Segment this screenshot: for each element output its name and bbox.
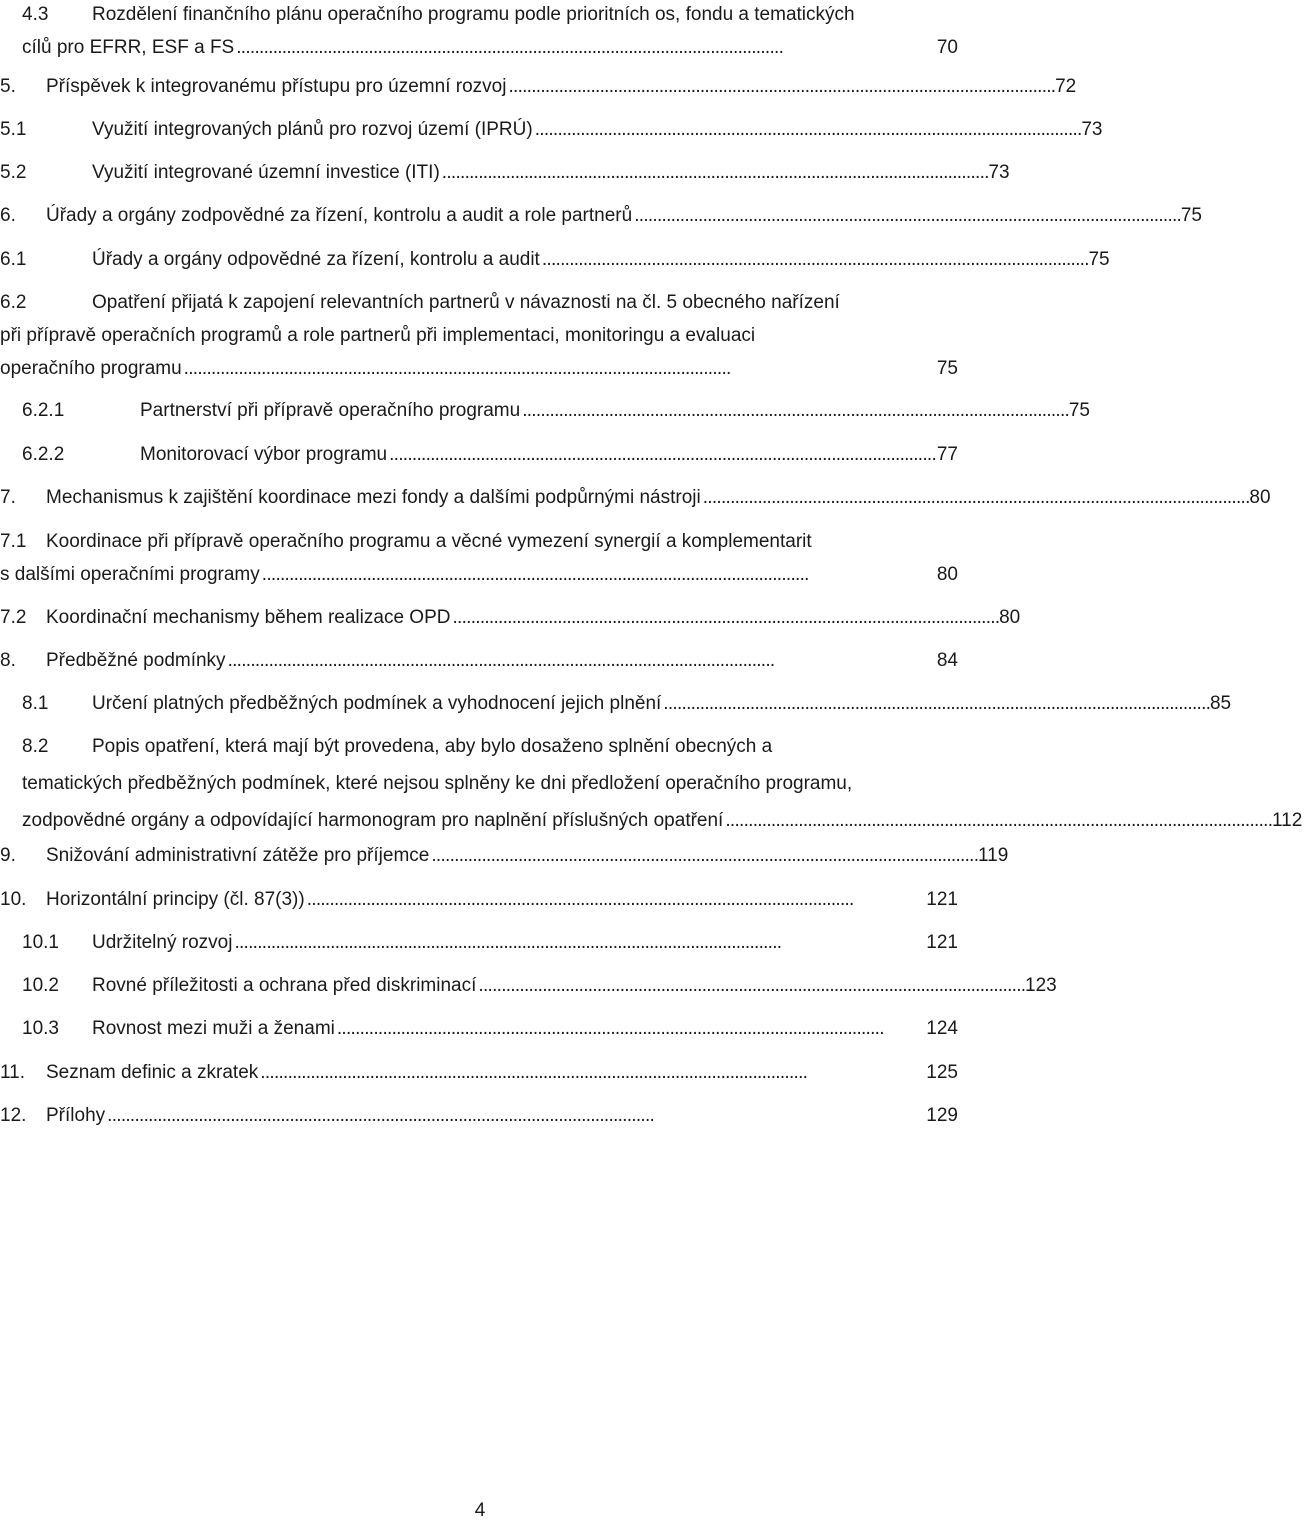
toc-entry-7-1[interactable] — [0, 525, 960, 591]
toc-title: Popis opatření, která mají být provedena, aby bylo dosaženo splnění obecných a — [92, 736, 773, 757]
toc-entry-8-1[interactable] — [0, 687, 1232, 720]
toc-leader-dots — [107, 1099, 924, 1132]
toc-page-number: 119 — [977, 845, 1009, 866]
toc-page-number: 70 — [936, 37, 958, 58]
toc-number: 11. — [0, 1062, 26, 1083]
toc-number: 6. — [0, 205, 16, 226]
toc-entry-4-3[interactable] — [0, 0, 960, 64]
toc-number: 8.1 — [22, 693, 49, 714]
toc-title: Partnerství při přípravě operačního programu — [140, 400, 521, 421]
toc-entry-6-1[interactable] — [0, 243, 1110, 276]
toc-leader-dots — [228, 644, 935, 677]
toc-leader-dots — [703, 481, 1248, 514]
toc-page-number: 73 — [1081, 119, 1103, 140]
toc-page-number: 121 — [926, 889, 958, 910]
toc-leader-dots — [236, 31, 935, 64]
toc-leader-dots — [389, 438, 935, 471]
toc-number: 7.2 — [0, 607, 27, 628]
toc-number: 8. — [0, 650, 16, 671]
toc-entry-7[interactable] — [0, 481, 1271, 514]
toc-number: 5. — [0, 76, 16, 97]
toc-entry-10-3[interactable] — [0, 1012, 960, 1045]
toc-title: Monitorovací výbor programu — [140, 444, 388, 465]
toc-number: 7. — [0, 487, 16, 508]
toc-number: 5.1 — [0, 119, 27, 140]
toc-leader-dots — [260, 1056, 924, 1089]
toc-title: Přílohy — [46, 1105, 106, 1126]
toc-number: 6.2.2 — [22, 444, 65, 465]
toc-page-number: 77 — [936, 444, 958, 465]
toc-leader-dots — [634, 199, 1179, 232]
toc-number: 10. — [0, 889, 27, 910]
toc-page-number: 121 — [926, 932, 958, 953]
toc-leader-dots — [431, 839, 976, 872]
toc-entry-6-2[interactable] — [0, 286, 960, 385]
toc-entry-6[interactable] — [0, 199, 1202, 232]
toc-number: 4.3 — [22, 4, 49, 25]
toc-leader-dots — [307, 883, 925, 916]
toc-title: Udržitelný rozvoj — [92, 932, 233, 953]
toc-title: Mechanismus k zajištění koordinace mezi fondy a dalšími podpůrnými nástroji — [46, 487, 701, 508]
toc-leader-dots — [262, 558, 935, 591]
toc-leader-dots — [452, 601, 997, 634]
toc-entry-8-2[interactable] — [0, 730, 1303, 837]
toc-page-number: 125 — [926, 1062, 958, 1083]
toc-entry-5[interactable] — [0, 70, 1077, 103]
toc-page-number: 73 — [988, 162, 1010, 183]
toc-page-number: 75 — [1088, 249, 1110, 270]
toc-title: Rozdělení finančního plánu operačního programu podle prioritních os, fondu a tematických — [92, 4, 855, 25]
toc-page-number: 80 — [936, 564, 958, 585]
toc-leader-dots — [442, 156, 987, 189]
toc-entry-6-2-2[interactable] — [0, 438, 960, 471]
toc-entry-12[interactable] — [0, 1099, 960, 1132]
toc-page-number: 84 — [936, 650, 958, 671]
toc-entry-5-2[interactable] — [0, 156, 1010, 189]
toc-title: Rovnost mezi muži a ženami — [92, 1018, 335, 1039]
toc-entry-10-2[interactable] — [0, 969, 1057, 1002]
toc-number: 6.2.1 — [22, 400, 65, 421]
toc-number: 10.1 — [22, 932, 59, 953]
toc-number: 10.2 — [22, 975, 59, 996]
toc-title: Využití integrované územní investice (ITI) — [92, 162, 440, 183]
toc-title: Horizontální principy (čl. 87(3)) — [46, 889, 305, 910]
page-footer-number: 4 — [474, 1500, 486, 1521]
toc-entry-10[interactable] — [0, 883, 960, 916]
toc-entry-10-1[interactable] — [0, 926, 960, 959]
toc-title-continuation: zodpovědné orgány a odpovídající harmonogram pro naplnění příslušných opatření — [22, 810, 724, 831]
toc-entry-5-1[interactable] — [0, 113, 1103, 146]
toc-leader-dots — [725, 804, 1270, 837]
toc-number: 6.2 — [0, 292, 27, 313]
toc-title: Úřady a orgány odpovědné za řízení, kontrolu a audit — [92, 249, 540, 270]
toc-title: Úřady a orgány zodpovědné za řízení, kontrolu a audit a role partnerů — [46, 205, 633, 226]
toc-title: Opatření přijatá k zapojení relevantních partnerů v návaznosti na čl. 5 obecného nařízení — [92, 292, 840, 313]
toc-number: 7.1 — [0, 531, 27, 552]
toc-leader-dots — [337, 1012, 924, 1045]
toc-page-number: 75 — [936, 358, 958, 379]
toc-number: 10.3 — [22, 1018, 59, 1039]
toc-page-number: 123 — [1025, 975, 1057, 996]
toc-title: Určení platných předběžných podmínek a vyhodnocení jejich plnění — [92, 693, 662, 714]
toc-title: Seznam definic a zkratek — [46, 1062, 259, 1083]
toc-entry-9[interactable] — [0, 839, 1009, 872]
toc-leader-dots — [508, 70, 1053, 103]
toc-title-continuation: operačního programu — [0, 358, 182, 379]
toc-page-number: 75 — [1180, 205, 1202, 226]
toc-leader-dots — [542, 243, 1087, 276]
toc-page-number: 80 — [999, 607, 1021, 628]
toc-title: Snižování administrativní zátěže pro příjemce — [46, 845, 430, 866]
toc-leader-dots — [184, 352, 935, 385]
toc-page-number: 124 — [926, 1018, 958, 1039]
toc-title: Využití integrovaných plánů pro rozvoj území (IPRÚ) — [92, 119, 533, 140]
toc-entry-8[interactable] — [0, 644, 960, 677]
toc-page-number: 75 — [1068, 400, 1090, 421]
toc-number: 5.2 — [0, 162, 27, 183]
toc-page-number: 72 — [1055, 76, 1077, 97]
toc-leader-dots — [234, 926, 924, 959]
toc-leader-dots — [522, 394, 1067, 427]
toc-title: Předběžné podmínky — [46, 650, 226, 671]
toc-page-number: 112 — [1271, 810, 1303, 831]
toc-title: Koordinace při přípravě operačního programu a věcné vymezení synergií a komplementarit — [46, 531, 812, 552]
toc-title-continuation: tematických předběžných podmínek, které nejsou splněny ke dni předložení operačního programu, — [22, 773, 853, 794]
toc-number: 9. — [0, 845, 16, 866]
toc-entry-7-2[interactable] — [0, 601, 1021, 634]
toc-number: 6.1 — [0, 249, 27, 270]
toc-page-number: 85 — [1209, 693, 1232, 714]
toc-entry-11[interactable] — [0, 1056, 960, 1089]
toc-title-continuation: cílů pro EFRR, ESF a FS — [22, 37, 235, 58]
toc-page-number: 129 — [926, 1105, 958, 1126]
toc-entry-6-2-1[interactable] — [0, 394, 1090, 427]
toc-number: 12. — [0, 1105, 27, 1126]
toc-leader-dots — [478, 969, 1023, 1002]
toc-title-continuation: při přípravě operačních programů a role partnerů při implementaci, monitoringu a evaluaci — [0, 325, 756, 346]
toc-page-number: 80 — [1249, 487, 1271, 508]
toc-title-continuation: s dalšími operačními programy — [0, 564, 260, 585]
toc-title: Koordinační mechanismy během realizace OPD — [46, 607, 451, 628]
toc-leader-dots — [535, 113, 1080, 146]
toc-title: Příspěvek k integrovanému přístupu pro územní rozvoj — [46, 76, 507, 97]
toc-leader-dots — [663, 687, 1208, 720]
toc-number: 8.2 — [22, 736, 49, 757]
toc-title: Rovné příležitosti a ochrana před diskriminací — [92, 975, 477, 996]
